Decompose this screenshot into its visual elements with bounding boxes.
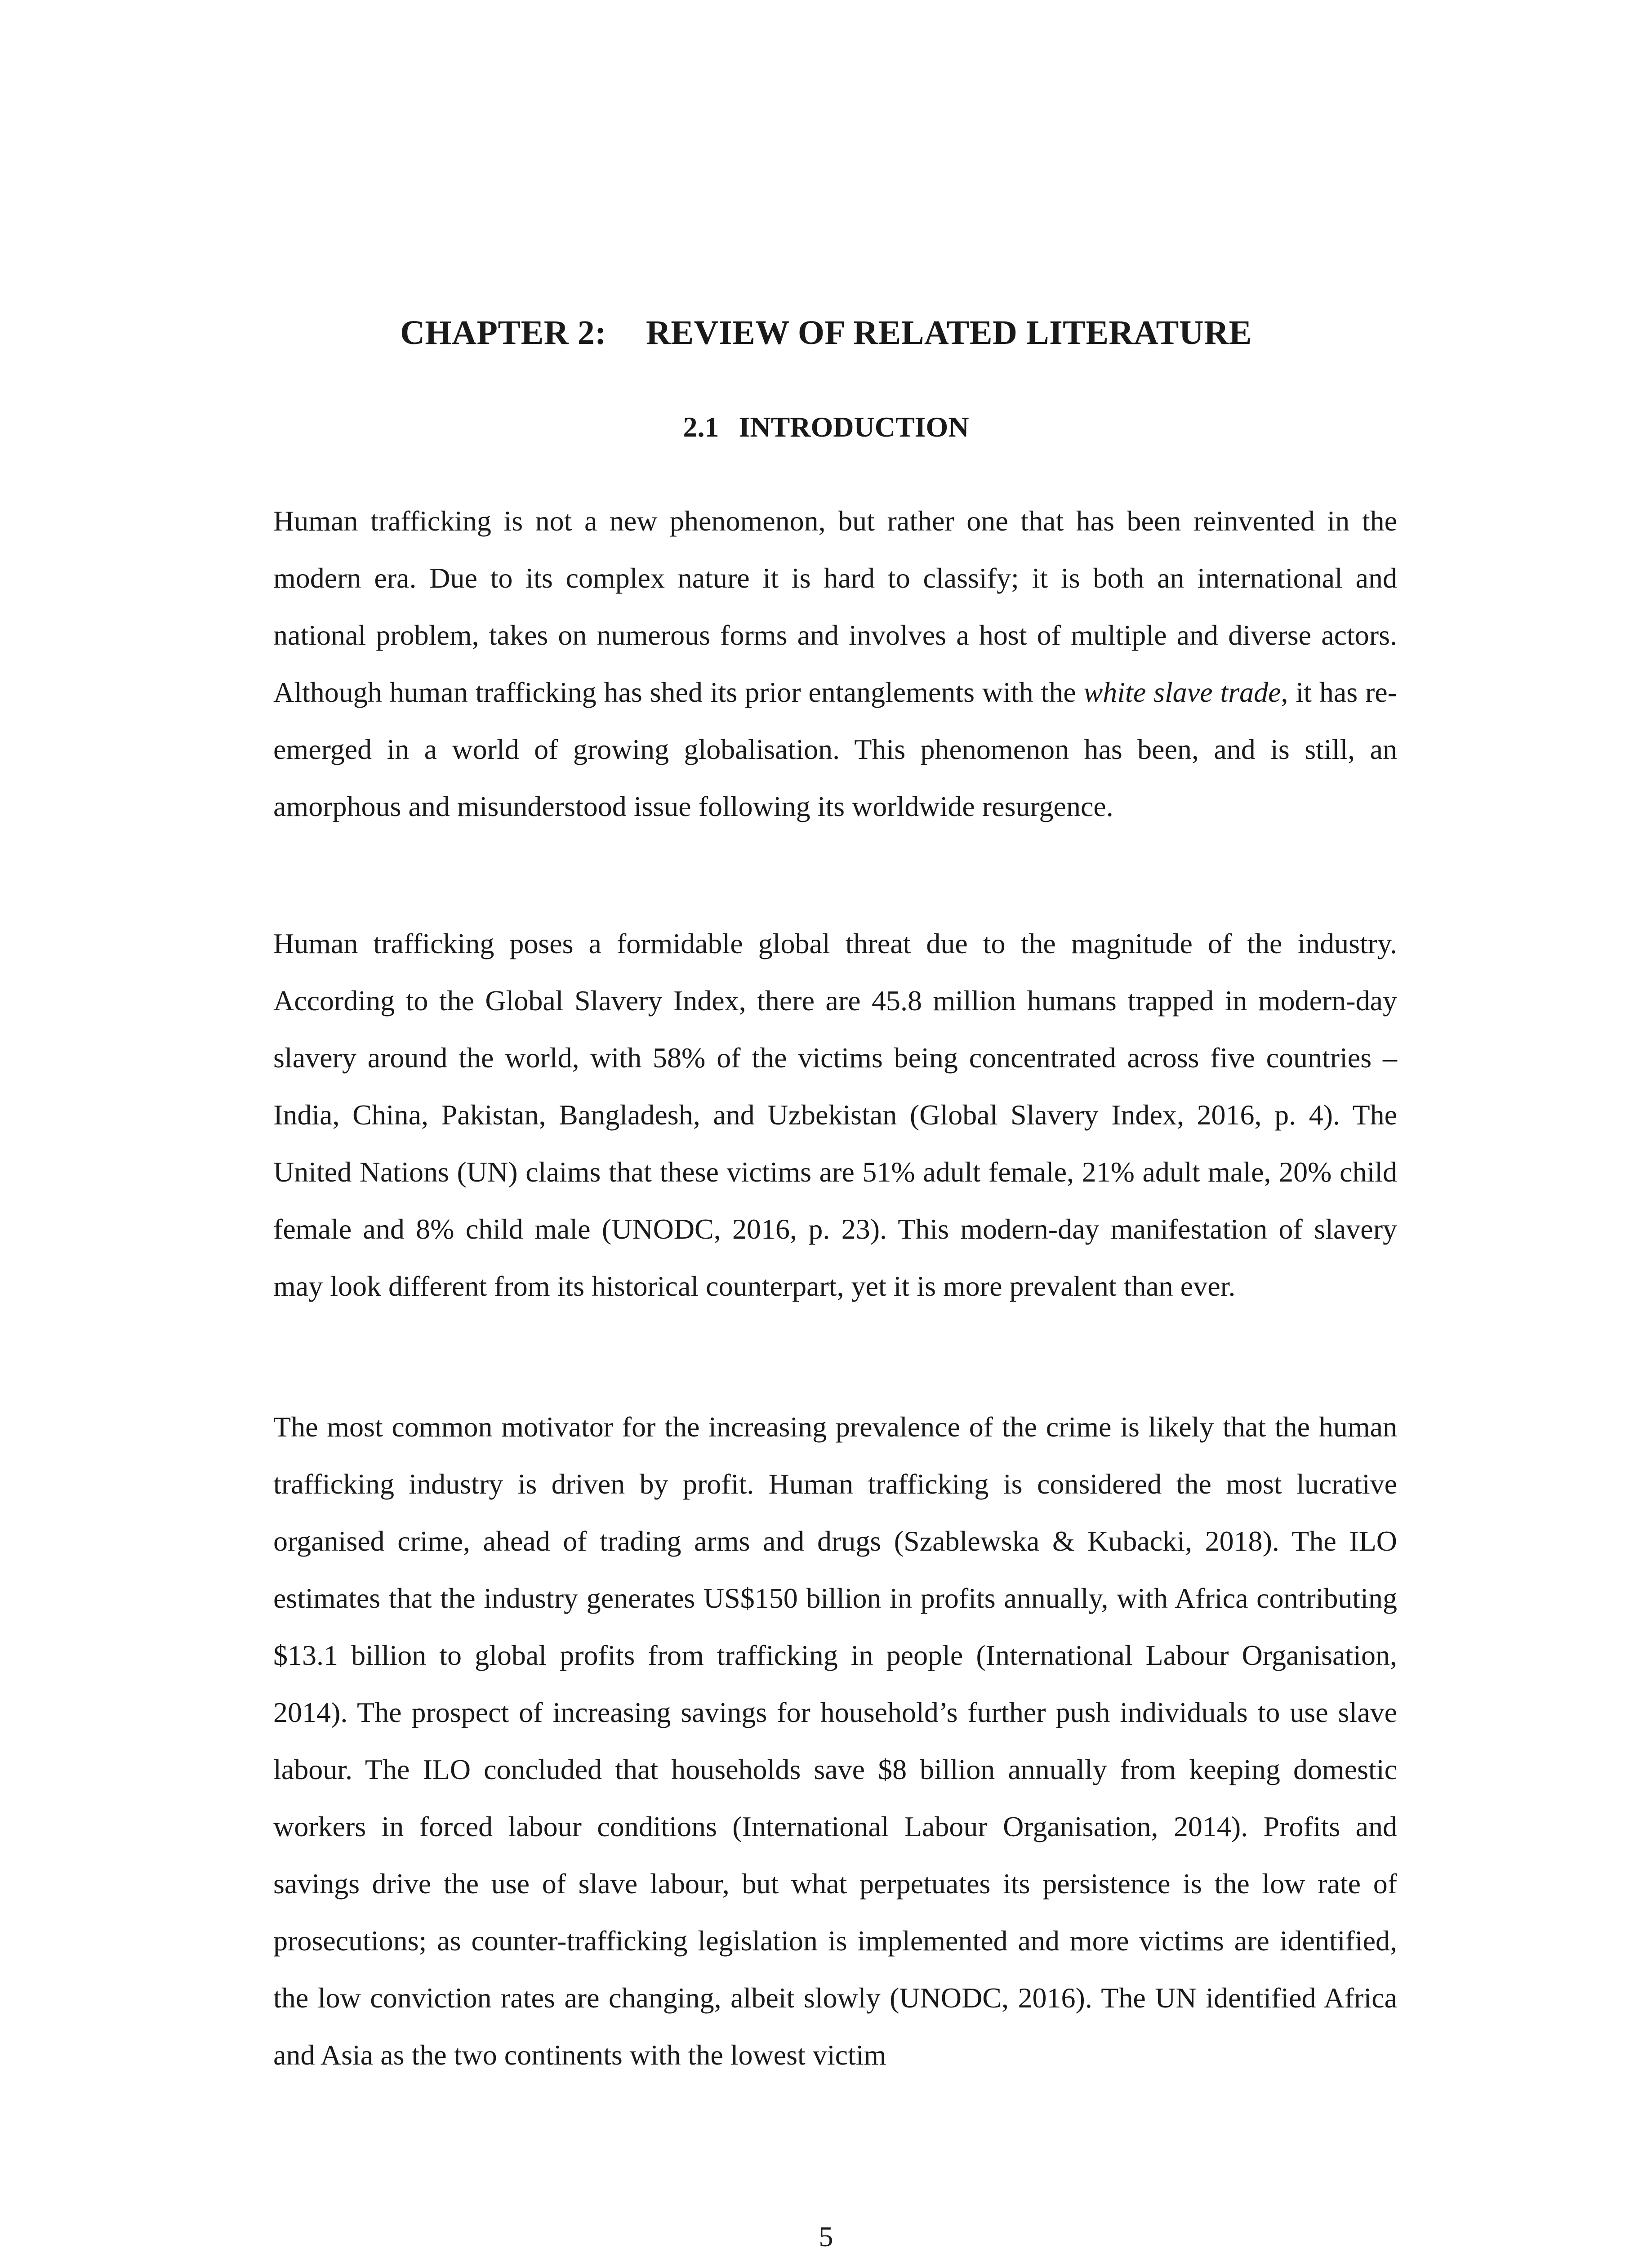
paragraph-1-text-start: Human trafficking is not a new phenomenon, but rather one that has been reinvented in the modern era. Due to its complex nature it is hard to classify; it is both an international and national problem, takes on numerous forms and involves a host of multiple and diverse actors. Although human trafficking has shed its prior entanglements with the bbox=[273, 505, 1397, 708]
section-title: INTRODUCTION bbox=[739, 411, 969, 443]
section-number: 2.1 bbox=[683, 411, 719, 443]
section-heading bbox=[0, 407, 1652, 447]
paragraph-2: Human trafficking poses a formidable global threat due to the magnitude of the industry. According to the Global Slavery Index, there are 45.8 million humans trapped in modern-day slavery around the world, with 58% of the victims being concentrated across five countries – India, China, Pakistan, Bangladesh, and Uzbekistan (Global Slavery Index, 2016, p. 4). The United Nations (UN) claims that these victims are 51% adult female, 21% adult male, 20% child female and 8% child male (UNODC, 2016, p. 23). This modern-day manifestation of slavery may look different from its historical counterpart, yet it is more prevalent than ever. bbox=[273, 928, 1397, 1302]
chapter-title: REVIEW OF RELATED LITERATURE bbox=[646, 314, 1252, 352]
chapter-heading bbox=[0, 310, 1652, 355]
paragraph-1-italic-term: white slave trade bbox=[1083, 676, 1281, 708]
chapter-number: CHAPTER 2: bbox=[400, 314, 607, 352]
paragraph-1-text-end: , it has re-emerged in a world of growing globalisation. This phenomenon has been, and is still, an amorphous and misunderstood issue following its worldwide resurgence. bbox=[273, 676, 1398, 822]
paragraph-3: The most common motivator for the increasing prevalence of the crime is likely that the human trafficking industry is driven by profit. Human trafficking is considered the most lucrative organised crime, ahead of trading arms and drugs (Szablewska & Kubacki, 2018). The ILO estimates that the industry generates US$150 billion in profits annually, with Africa contributing $13.1 billion to global profits from trafficking in people (International Labour Organisation, 2014). The prospect of increasing savings for household’s further push individuals to use slave labour. The ILO concluded that households save $8 billion annually from keeping domestic workers in forced labour conditions (International Labour Organisation, 2014). Profits and savings drive the use of slave labour, but what perpetuates its persistence is the low rate of prosecutions; as counter-trafficking legislation is implemented and more victims are identified, the low conviction rates are changing, albeit slowly (UNODC, 2016). The UN identified Africa and Asia as the two continents with the lowest victim bbox=[273, 1411, 1397, 2071]
paragraph-1 bbox=[273, 492, 1397, 835]
page-number: 5 bbox=[819, 2221, 833, 2248]
